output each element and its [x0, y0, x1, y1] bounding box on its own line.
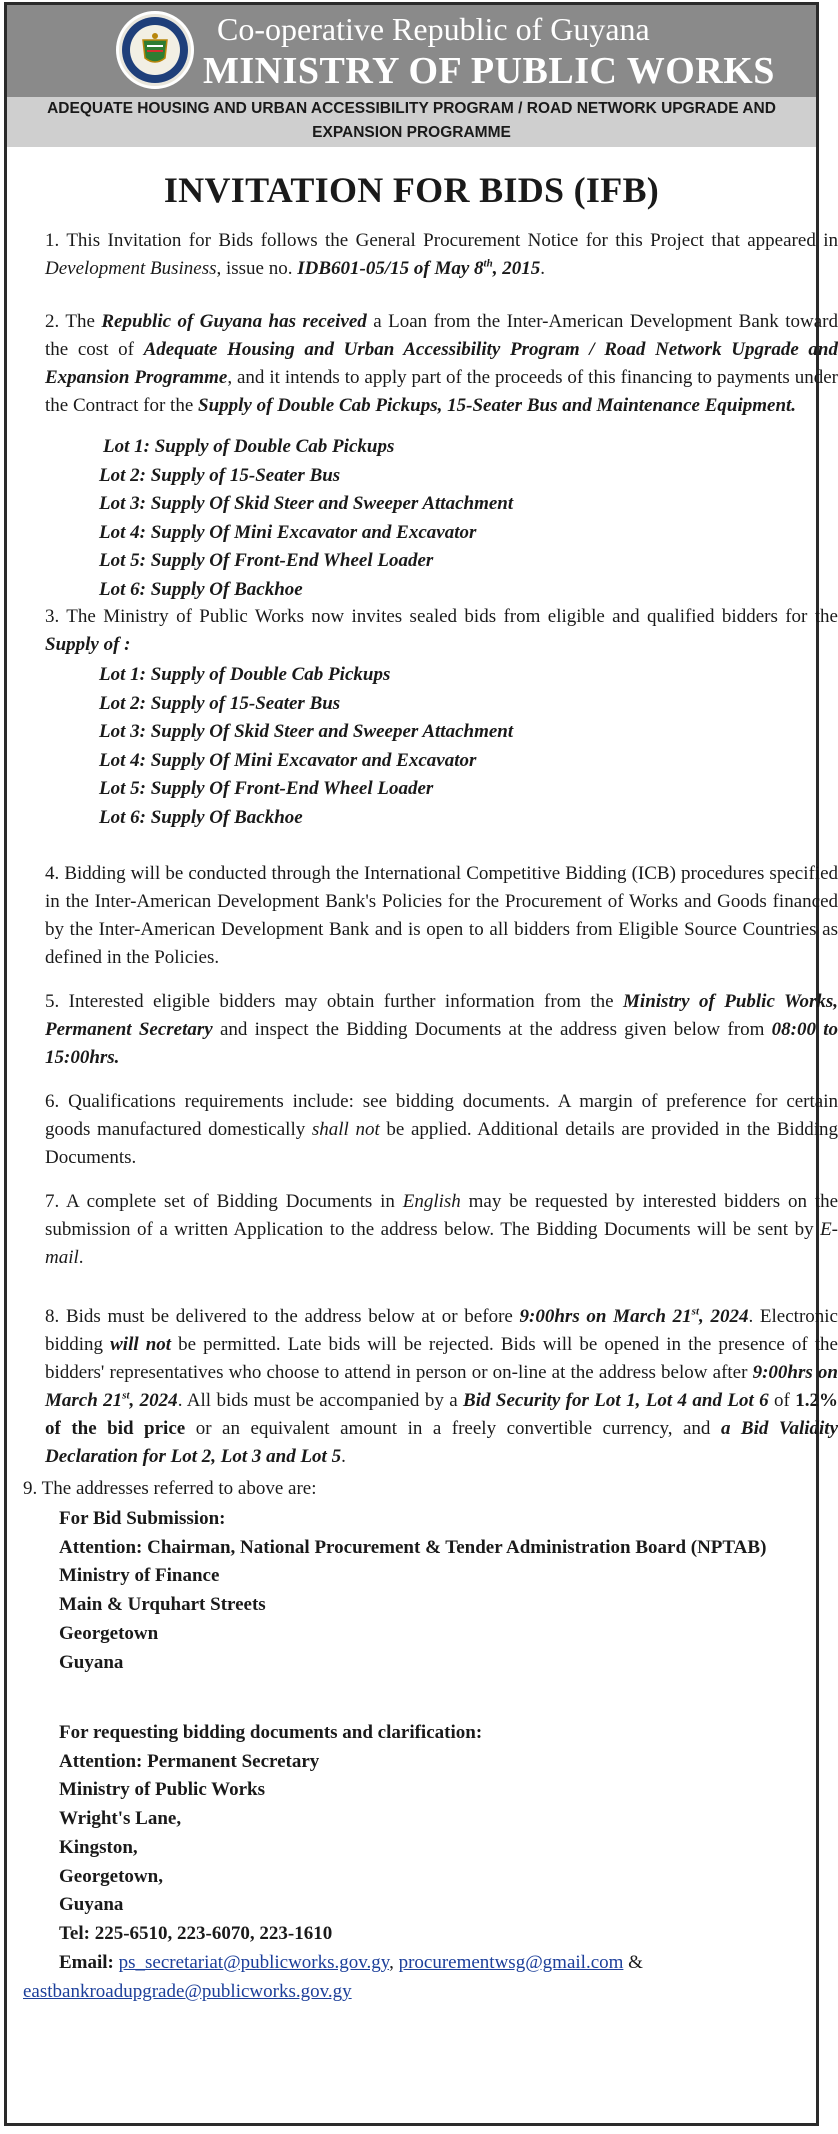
address-line: Ministry of Finance [59, 1565, 220, 1587]
phone-line: Tel: 225-6510, 223-6070, 223-1610 [59, 1922, 333, 1944]
address-line: Kingston, [59, 1836, 138, 1858]
list-item: Lot 6: Supply Of Backhoe [99, 578, 303, 600]
list-item: Lot 1: Supply of Double Cab Pickups [103, 436, 395, 457]
list-item: Lot 3: Supply Of Skid Steer and Sweeper Attachment [99, 493, 514, 515]
email-label: Email: [59, 1951, 114, 1973]
notice-frame [4, 2, 838, 2126]
email-line: Email: ps_secretariat@publicworks.gov.gy, procurementwsg@gmail.com & [59, 1951, 643, 1973]
paragraph-number: 5. [45, 991, 60, 1012]
address-line: Guyana [59, 1651, 124, 1673]
address-line: Georgetown, [59, 1865, 163, 1887]
program-line-1: ADEQUATE HOUSING AND URBAN ACCESSIBILITY PROGRAM / ROAD NETWORK UPGRADE AND [47, 100, 776, 117]
paragraph-number: 1. [45, 230, 60, 251]
list-item: Lot 4: Supply Of Mini Excavator and Excavator [99, 749, 477, 771]
address-heading: For requesting bidding documents and clarification: [59, 1722, 483, 1743]
paragraph-8: 8. Bids must be delivered to the address below at or before 9:00hrs on March 21st, 2024. Electronic bidding will not be permitted. Late bids will be rejected. Bids will be opened in the presence of the bidders' representatives who choose to attend in person or on-line at the address below after 9:00hrs on March 21st, 2024. All bids must be accompanied by a Bid Security for Lot 1, Lot 4 and Lot 6 of 1.2% of the bid price or an equivalent amount in a freely convertible currency, and a Bid Validity Declaration for Lot 2, Lot 3 and Lot 5. [45, 1305, 838, 1467]
seal-icon [119, 14, 191, 86]
paragraph-7: 7. A complete set of Bidding Documents in English may be requested by interested bidders on the submission of a written Application to the address below. The Bidding Documents will be sent by E-mail. [45, 1191, 838, 1268]
clarification-address [59, 1719, 816, 1977]
paragraph-number: 3. [45, 606, 60, 627]
page-title: INVITATION FOR BIDS (IFB) [163, 170, 660, 210]
email-link-procurement[interactable]: procurementwsg@gmail.com [398, 1951, 624, 1973]
address-line: Guyana [59, 1894, 124, 1916]
program-banner [7, 97, 816, 147]
lot-list-b [99, 661, 513, 833]
address-line: Georgetown [59, 1622, 159, 1644]
paragraph-5: 5. Interested eligible bidders may obtain further information from the Ministry of Public Works, Permanent Secretary and inspect the Bidding Documents at the address given below from 08:00 to 15:00hrs. [45, 991, 838, 1068]
guyana-coat-of-arms-seal [116, 11, 194, 89]
paragraph-1: 1. This Invitation for Bids follows the General Procurement Notice for this Project that appeared in Development Business, issue no. IDB601-05/15 of May 8th, 2015. [45, 230, 838, 279]
paragraph-number: 7. [45, 1191, 60, 1212]
paragraph-number: 4. [45, 863, 60, 884]
email-line-continued [23, 1978, 780, 2007]
email-link-ps-secretariat[interactable]: ps_secretariat@publicworks.gov.gy [118, 1951, 390, 1973]
bid-submission-address [59, 1505, 816, 1677]
paragraph-number: 8. [45, 1306, 60, 1327]
list-item: Lot 5: Supply Of Front-End Wheel Loader [99, 550, 434, 572]
list-item: Lot 5: Supply Of Front-End Wheel Loader [99, 778, 434, 800]
paragraph-number: 9. [23, 1478, 38, 1499]
header-banner [7, 5, 816, 97]
paragraph-2: 2. The Republic of Guyana has received a Loan from the Inter-American Development Bank toward the cost of Adequate Housing and Urban Accessibility Program / Road Network Upgrade and Expansion Programme, and it intends to apply part of the proceeds of this financing to payments under the Contract for the Supply of Double Cab Pickups, 15-Seater Bus and Maintenance Equipment. [45, 311, 838, 416]
list-item: Lot 1: Supply of Double Cab Pickups [99, 664, 391, 685]
lot-list-a [99, 433, 513, 605]
list-item: Lot 3: Supply Of Skid Steer and Sweeper Attachment [99, 721, 514, 743]
country-name: Co-operative Republic of Guyana [217, 11, 650, 47]
paragraph-4: 4. Bidding will be conducted through the International Competitive Bidding (ICB) procedures specified in the Inter-American Development Bank's Policies for the Procurement of Works and Goods financed by the Inter-American Development Bank and is open to all bidders from Eligible Source Countries as defined in the Policies. [45, 863, 838, 968]
paragraph-number: 6. [45, 1091, 60, 1112]
list-item: Lot 4: Supply Of Mini Excavator and Excavator [99, 521, 477, 543]
address-line: Ministry of Public Works [59, 1779, 266, 1801]
paragraph-number: 2. [45, 311, 60, 332]
list-item: Lot 6: Supply Of Backhoe [99, 806, 303, 828]
address-line: Wright's Lane, [59, 1808, 182, 1830]
address-line: Main & Urquhart Streets [59, 1594, 266, 1616]
program-line-2: EXPANSION PROGRAMME [312, 124, 511, 141]
address-line: Attention: Permanent Secretary [59, 1750, 320, 1772]
list-item: Lot 2: Supply of 15-Seater Bus [99, 464, 341, 486]
address-heading: For Bid Submission: [59, 1508, 226, 1529]
email-link-eastbank[interactable]: eastbankroadupgrade@publicworks.gov.gy [23, 1981, 352, 2002]
paragraph-6: 6. Qualifications requirements include: see bidding documents. A margin of preference for certain goods manufactured domestically shall not be applied. Additional details are provided in the Bidding Documents. [45, 1091, 838, 1168]
address-attention: Attention: Chairman, National Procurement & Tender Administration Board (NPTAB) [59, 1536, 767, 1558]
paragraph-9: 9. The addresses referred to above are: [23, 1478, 317, 1499]
list-item: Lot 2: Supply of 15-Seater Bus [99, 692, 341, 714]
paragraph-3: 3. The Ministry of Public Works now invites sealed bids from eligible and qualified bidders for the Supply of : [45, 606, 838, 655]
ministry-name: MINISTRY OF PUBLIC WORKS [203, 50, 775, 92]
